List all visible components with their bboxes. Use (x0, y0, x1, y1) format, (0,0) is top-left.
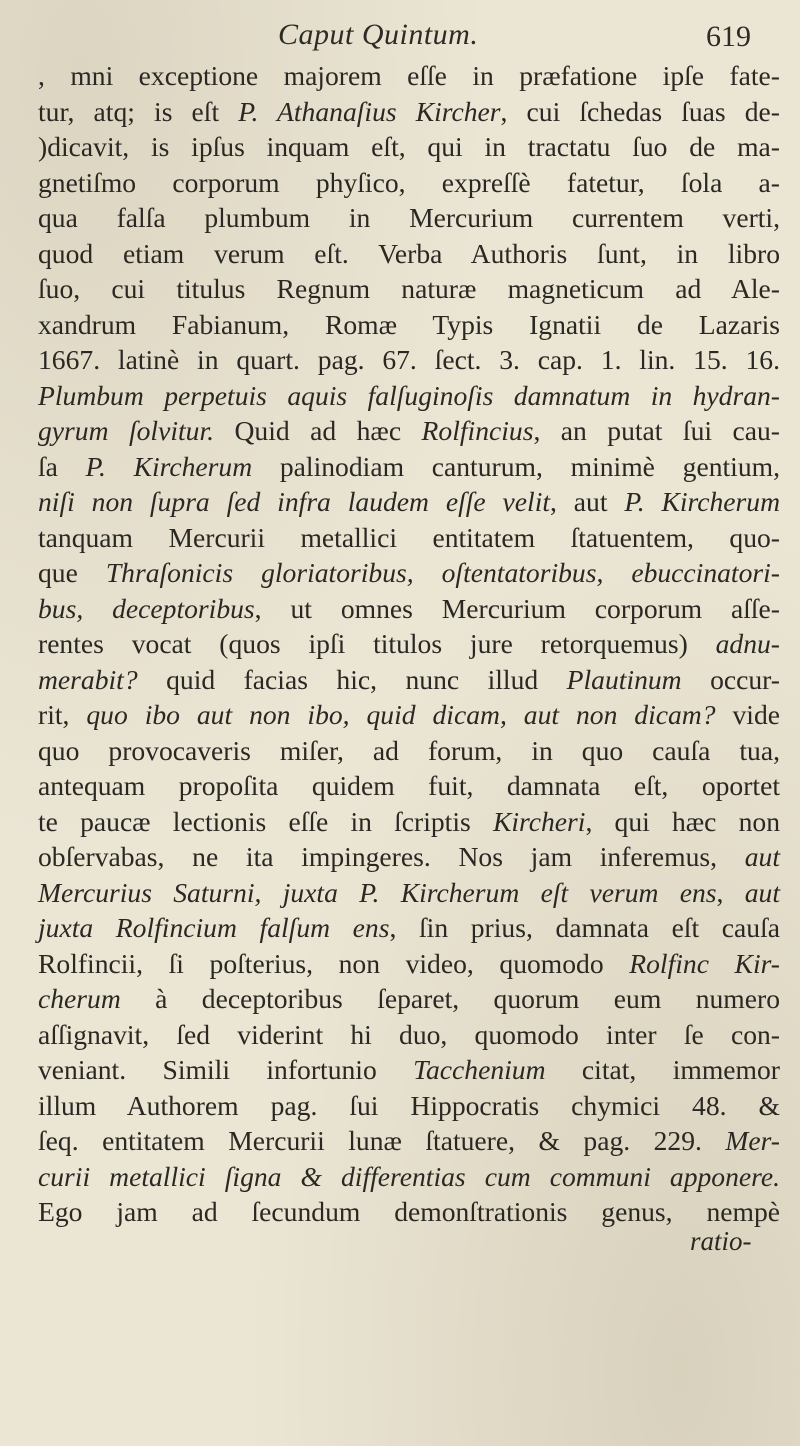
text-line (38, 449, 780, 485)
text-segment: veniant. Simili infortunio (38, 1054, 414, 1085)
italic-text: P. Athanaſius Kircher (238, 95, 501, 127)
text-segment: à deceptoribus ſeparet, quorum eum numero (120, 983, 780, 1014)
text-segment: ſeq. entitatem Mercurii lunæ ſtatuere, & pag. 229. (38, 1125, 726, 1156)
body-text (38, 58, 780, 1230)
italic-text: juxta Rolfincium falſum ens (38, 912, 390, 943)
text-segment: aſſignavit, ſed viderint hi duo, quomodo inter ſe con- (38, 1018, 780, 1050)
text-line (38, 768, 780, 804)
text-line (38, 342, 780, 378)
text-segment: rentes vocat (quos ipſi titulos jure retorquemus) (38, 628, 716, 659)
text-segment: occur- (681, 663, 780, 695)
text-segment: ſuo, cui titulus Regnum naturæ magneticum ad Ale- (38, 273, 780, 304)
text-line (38, 236, 780, 272)
text-segment: antequam propoſita quidem fuit, damnata eſt, oportet (38, 770, 780, 801)
text-line (38, 271, 780, 307)
page-number: 619 (706, 20, 751, 53)
italic-text: Mercurius Saturni, juxta P. Kircherum eſt verum ens (38, 876, 717, 908)
text-segment: , an putat ſui cau- (533, 415, 780, 446)
text-line (38, 839, 780, 875)
text-line (38, 733, 780, 769)
italic-text: Rolfinc Kir- (629, 947, 780, 979)
text-line (38, 1123, 780, 1159)
italic-text: Plautinum (566, 663, 682, 695)
text-line (38, 413, 780, 449)
italic-text: niſi non ſupra ſed infra laudem eſſe velit (38, 486, 551, 517)
text-segment: xandrum Fabianum, Romæ Typis Ignatii de Lazaris (38, 308, 780, 340)
text-line (38, 662, 780, 698)
italic-text: P. Kircherum (85, 450, 253, 482)
text-line (38, 1017, 780, 1053)
text-segment: illum Authorem pag. ſui Hippocratis chymici 48. & (38, 1089, 780, 1121)
text-line (38, 1159, 780, 1195)
text-line (38, 200, 780, 236)
text-segment: que (38, 557, 106, 588)
italic-text: merabit? (38, 663, 138, 695)
italic-text: curii metallici ſigna & differentias cum communi apponere. (38, 1160, 780, 1192)
text-line (38, 484, 780, 520)
text-segment: obſervabas, ne ita impingeres. Nos jam inferemus, (38, 841, 745, 872)
italic-text: bus, deceptoribus (38, 592, 255, 624)
text-line (38, 626, 780, 662)
text-segment: , qui hæc non (585, 805, 780, 837)
italic-text: gyrum ſolvitur. (38, 415, 215, 446)
text-segment: quid facias hic, nunc illud (137, 663, 567, 695)
page-header (0, 14, 800, 58)
catchword: ratio- (690, 1226, 752, 1256)
text-segment: , mni exceptione majorem eſſe in præfatione ipſe fate- (38, 60, 780, 91)
text-segment: palinodiam canturum, minimè gentium, (252, 450, 780, 482)
italic-text: Rolfincius (421, 415, 534, 446)
text-segment: 1667. latinè in quart. pag. 67. ſect. 3. cap. 1. lin. 15. 16. (38, 344, 780, 375)
text-line (38, 1194, 780, 1230)
italic-text: aut (744, 841, 780, 872)
italic-text: P. Kircherum (624, 486, 780, 517)
italic-text: cherum (38, 983, 121, 1014)
text-segment: tur, atq; is eſt (38, 95, 239, 127)
text-segment: , cui ſchedas ſuas de- (500, 95, 780, 127)
text-segment: , aut (550, 486, 625, 517)
text-segment: Quid ad hæc (214, 415, 422, 446)
italic-text: quo ibo aut non ibo, quid dicam, aut non dicam? (86, 699, 716, 730)
text-line (38, 307, 780, 343)
text-segment: , ut omnes Mercurium corporum aſſe- (254, 592, 780, 624)
text-line (38, 165, 780, 201)
text-segment: Ego jam ad ſecundum demonſtrationis genus, nempè (38, 1196, 780, 1227)
text-line (38, 378, 780, 414)
text-segment: citat, immemor (545, 1054, 781, 1085)
italic-text: Mer- (725, 1125, 780, 1156)
text-line (38, 910, 780, 946)
italic-text: Thraſonicis gloriatoribus, oſtentatoribus, ebuccinatori- (105, 557, 780, 588)
text-line (38, 946, 780, 982)
text-line (38, 520, 780, 556)
text-line (38, 94, 780, 130)
text-line (38, 1088, 780, 1124)
italic-text: Plumbum perpetuis aquis falſuginoſis damnatum in hydran- (38, 379, 780, 411)
text-segment: , ſin prius, damnata eſt cauſa (389, 912, 780, 943)
text-segment: gnetiſmo corporum phyſico, expreſſè fatetur, ſola a- (38, 166, 780, 198)
text-line (38, 981, 780, 1017)
text-segment: quo provocaveris miſer, ad forum, in quo cauſa tua, (38, 734, 780, 766)
text-segment: Rolfincii, ſi poſterius, non video, quomodo (38, 947, 630, 979)
text-segment: tanquam Mercurii metallici entitatem ſtatuentem, quo- (38, 521, 780, 553)
text-line (38, 1052, 780, 1088)
text-line (38, 591, 780, 627)
italic-text: adnu- (715, 628, 780, 659)
text-segment: te paucæ lectionis eſſe in ſcriptis (38, 805, 493, 837)
text-line (38, 804, 780, 840)
italic-text: Kircheri (492, 805, 586, 837)
text-line (38, 875, 780, 911)
text-segment: qua falſa plumbum in Mercurium currentem verti, (38, 202, 780, 233)
text-line (38, 697, 780, 733)
text-line (38, 129, 780, 165)
italic-text: Tacchenium (413, 1054, 546, 1085)
text-line (38, 58, 780, 94)
text-segment: quod etiam verum eſt. Verba Authoris ſunt, in libro (38, 237, 780, 269)
text-segment: ſa (38, 450, 86, 482)
text-segment: )dicavit, is ipſus inquam eſt, qui in tractatu ſuo de ma- (38, 131, 780, 162)
running-title: Caput Quintum. (278, 18, 479, 51)
text-line (38, 555, 780, 591)
italic-text: aut (744, 876, 781, 908)
text-segment: , (716, 876, 745, 908)
text-segment: rit, (38, 699, 87, 730)
text-segment: vide (715, 699, 780, 730)
